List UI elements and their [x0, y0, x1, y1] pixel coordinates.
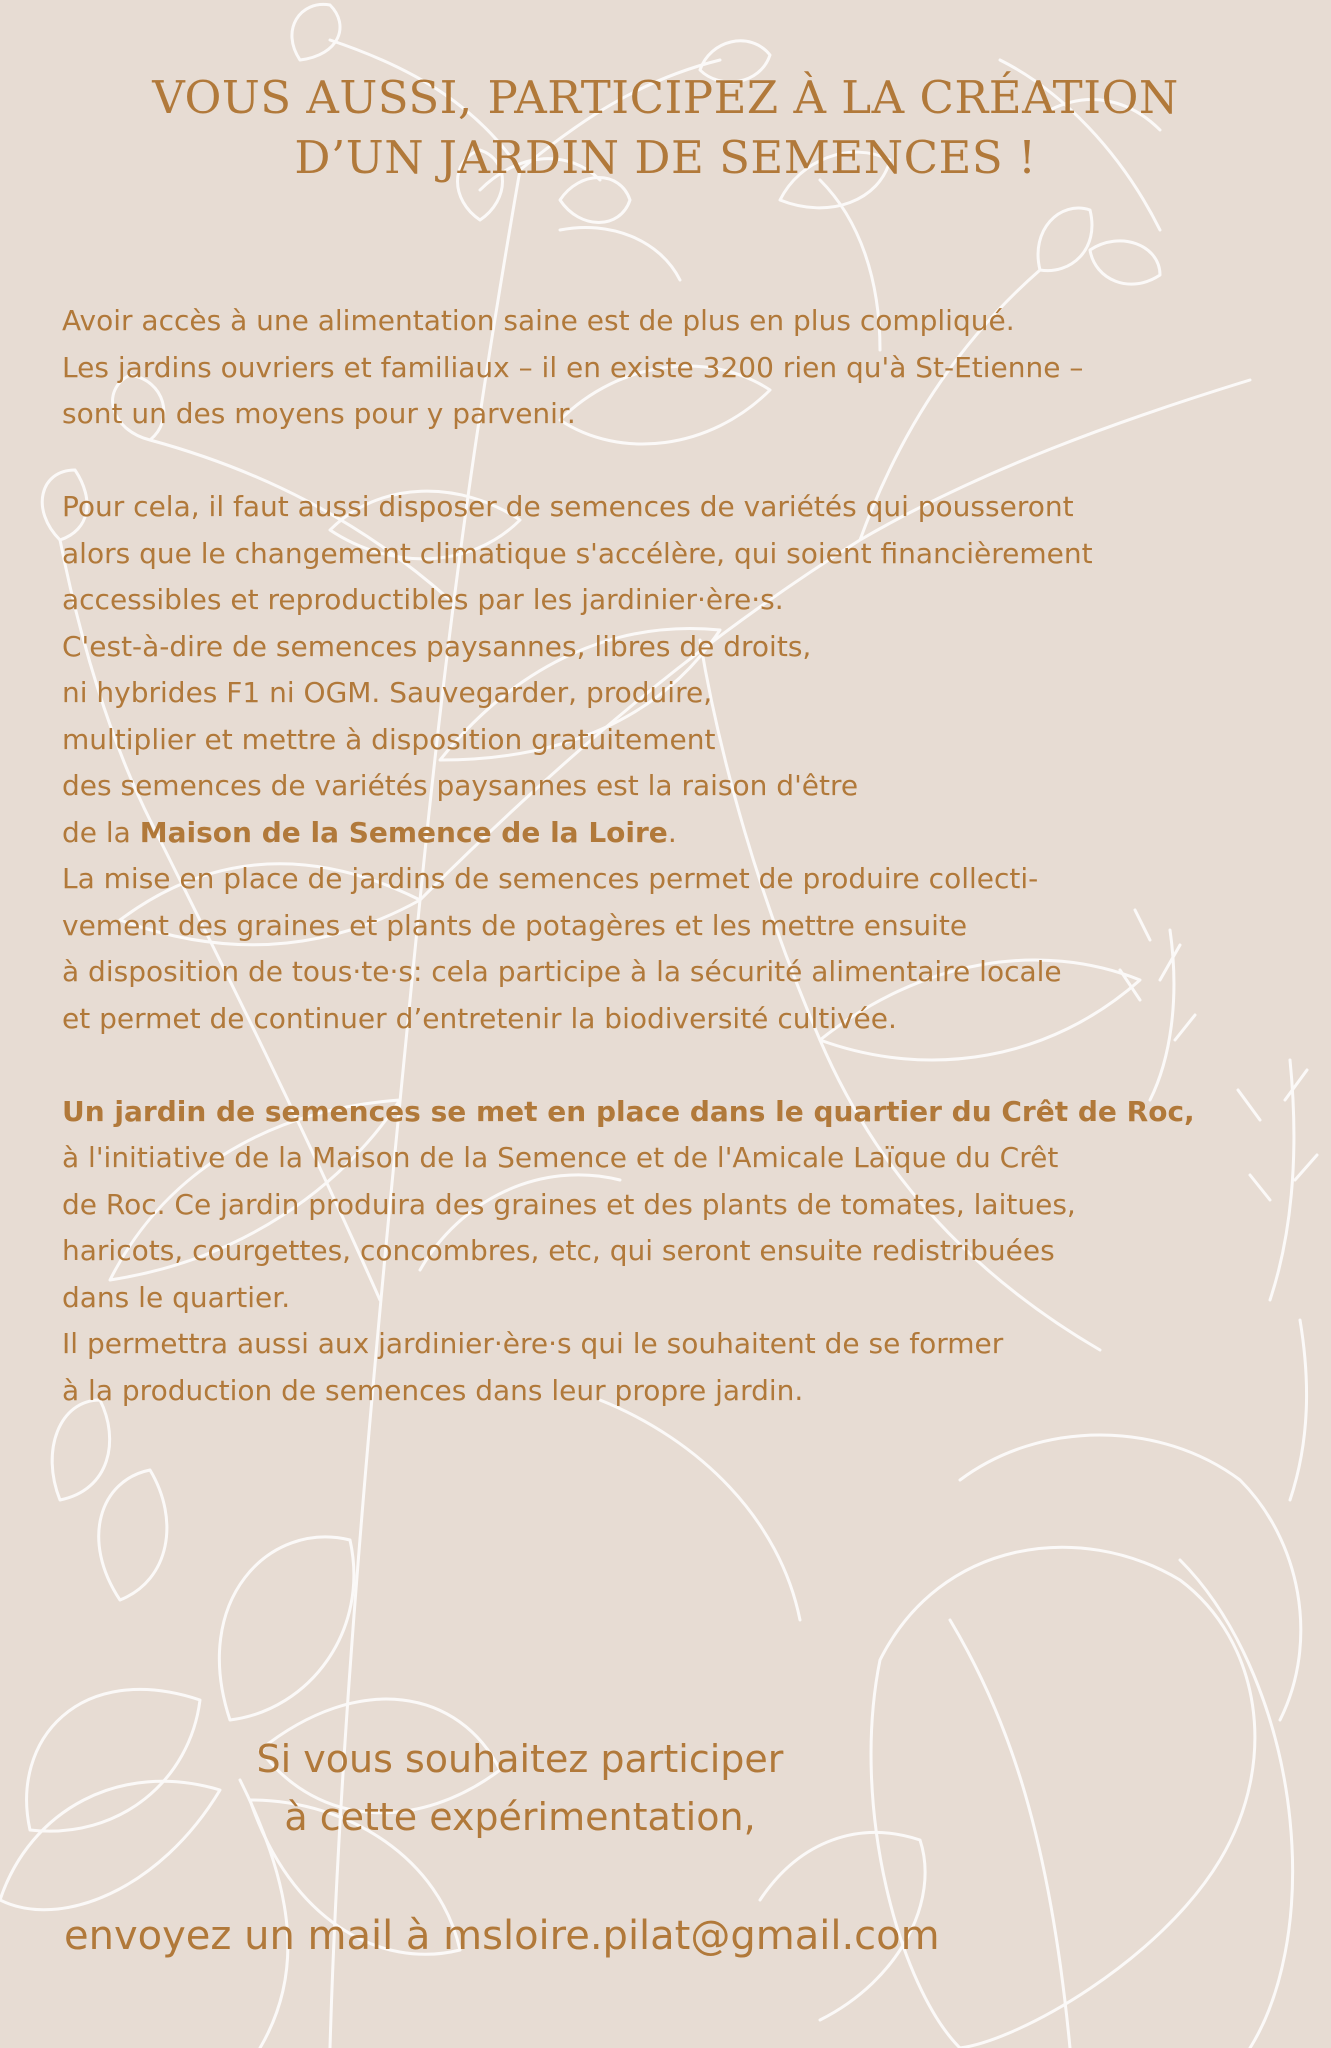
text-line: C'est-à-dire de semences paysannes, libres de droits, [62, 629, 812, 663]
text-line: Pour cela, il faut aussi disposer de semences de variétés qui pousseront [62, 490, 1074, 523]
text-line: à disposition de tous·te·s: cela participe à la sécurité alimentaire locale [62, 955, 1062, 988]
text-line: vement des graines et plants de potagères et les mettre ensuite [62, 908, 968, 942]
paragraph-spacer [62, 438, 1292, 485]
maison-suffix: . [667, 815, 677, 849]
text-line: et permet de continuer d’entretenir la biodiversité cultivée. [62, 1001, 897, 1035]
title-line-1: VOUS AUSSI, PARTICIPEZ À LA CRÉATION [152, 71, 1179, 124]
title-line-2: D’UN JARDIN DE SEMENCES ! [294, 131, 1037, 184]
text-line: Il permettra aussi aux jardinier·ère·s qui le souhaitent de se former [62, 1327, 1004, 1360]
maison-line [62, 810, 1292, 857]
text-line: accessibles et reproductibles par les jardinier·ère·s. [62, 583, 784, 616]
highlight-line: Un jardin de semences se met en place dans le quartier du Crêt de Roc, [62, 1094, 1195, 1128]
text-line: ni hybrides F1 ni OGM. Sauvegarder, produire, [62, 676, 713, 709]
text-line: à la production de semences dans leur propre jardin. [62, 1373, 804, 1407]
contact-email-text: envoyez un mail à msloire.pilat@gmail.com [64, 1913, 940, 1959]
body-text [62, 298, 1292, 1414]
text-line: La mise en place de jardins de semences permet de produire collecti- [62, 862, 1039, 895]
text-line: Les jardins ouvriers et familiaux – il en existe 3200 rien qu'à St-Etienne – [62, 350, 1084, 384]
call-to-action [140, 1730, 900, 1846]
text-line: Avoir accès à une alimentation saine est de plus en plus compliqué. [62, 304, 1015, 337]
text-line: à l'initiative de la Maison de la Semence et de l'Amicale Laïque du Crêt [62, 1141, 1059, 1174]
paragraph-spacer [62, 1042, 1292, 1089]
text-line: sont un des moyens pour y parvenir. [62, 397, 576, 430]
text-line: multiplier et mettre à disposition gratuitement [62, 722, 716, 756]
maison-name: Maison de la Semence de la Loire [139, 815, 668, 849]
text-line: dans le quartier. [62, 1280, 291, 1314]
cta-line-2: à cette expérimentation, [284, 1795, 756, 1839]
text-line: des semences de variétés paysannes est la raison d'être [62, 769, 859, 802]
text-line: de Roc. Ce jardin produira des graines et des plants de tomates, laitues, [62, 1187, 1076, 1221]
cta-line-1: Si vous souhaitez participer [256, 1737, 784, 1781]
page-title [60, 68, 1271, 188]
text-line: haricots, courgettes, concombres, etc, qui seront ensuite redistribuées [62, 1234, 1055, 1267]
text-line: alors que le changement climatique s'accélère, qui soient financièrement [62, 536, 1093, 570]
maison-prefix: de la [62, 815, 140, 849]
